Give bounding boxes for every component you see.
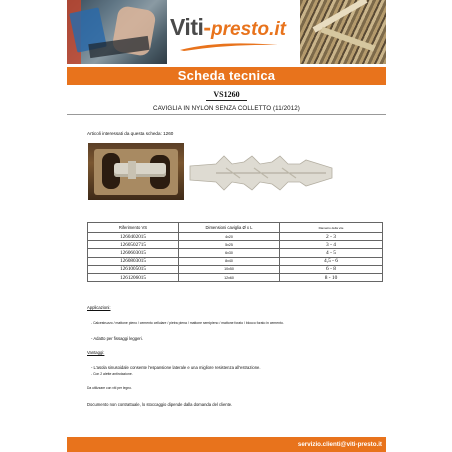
sheet-title: Scheda tecnica <box>177 68 276 83</box>
dowel-drawing-icon <box>186 152 336 194</box>
cell-diameter: 3 - 4 <box>280 241 383 249</box>
logo-dash: - <box>203 14 212 40</box>
table-header-row <box>88 223 383 233</box>
logo-swoosh-icon <box>178 42 282 52</box>
brand-logo[interactable] <box>170 14 298 44</box>
title-divider <box>67 114 386 115</box>
customer-service-email[interactable]: servizio.clienti@viti-presto.it <box>297 441 382 448</box>
logo-presto-text: presto.it <box>211 19 286 40</box>
advantages-sinusoidal: - L'asola sinusoidale consente l'espansione laterale e una migliore resistenza all'estrazione. <box>91 365 261 370</box>
cell-dimensions: 4x20 <box>179 233 280 241</box>
usage-note: Da utilizzare con viti per legno. <box>87 386 132 390</box>
table-row <box>88 241 383 249</box>
applications-heading: Applicazioni: <box>87 305 111 310</box>
logo-viti-text: Viti <box>170 14 204 40</box>
header-photo-tools <box>67 0 167 64</box>
spec-table <box>87 222 383 282</box>
code-underline <box>206 100 247 101</box>
product-title: CAVIGLIA IN NYLON SENZA COLLETTO (11/2012) <box>153 105 300 112</box>
table-row <box>88 257 383 265</box>
cell-diameter: 6 - 8 <box>280 265 383 273</box>
header-diameter: Diametro della vite <box>280 223 383 233</box>
advantages-antirotation: - Con 2 alette antirotazione. <box>91 372 133 376</box>
applications-materials: - Calcestruzzo / mattone pieno / cemento cellulare / pietra piena / mattone semipieno / mattone forato / blocco forato in cemento. <box>91 321 284 325</box>
cell-diameter: 8 - 10 <box>280 273 383 281</box>
table-row <box>88 273 383 281</box>
cell-dimensions: 5x25 <box>179 241 280 249</box>
table-row <box>88 233 383 241</box>
cell-ref: 1261005015 <box>88 265 179 273</box>
header-dimensions: Dimensioni caviglia Ø x L <box>179 223 280 233</box>
header-photo-screws <box>300 0 386 64</box>
advantages-heading: Vantaggi: <box>87 350 105 355</box>
cell-diameter: 4,5 - 6 <box>280 257 383 265</box>
cell-dimensions: 6x30 <box>179 249 280 257</box>
cell-ref: 1260402015 <box>88 233 179 241</box>
cell-ref: 1260603015 <box>88 249 179 257</box>
product-code: VS1260 <box>213 90 240 99</box>
product-photo <box>88 143 184 200</box>
cell-ref: 1260502715 <box>88 241 179 249</box>
cell-diameter: 4 - 5 <box>280 249 383 257</box>
cell-ref: 1261206015 <box>88 273 179 281</box>
articles-line: Articoli interessati da questa scheda: 1260 <box>87 131 174 136</box>
cell-diameter: 2 - 3 <box>280 233 383 241</box>
cell-dimensions: 12x60 <box>179 273 280 281</box>
cell-ref: 1260803015 <box>88 257 179 265</box>
table-row <box>88 265 383 273</box>
cell-dimensions: 10x50 <box>179 265 280 273</box>
table-row <box>88 249 383 257</box>
disclaimer: Documento non contrattuale, lo stoccaggio dipende dalla domanda del cliente. <box>87 402 233 407</box>
header-ref: Riferimento VS <box>88 223 179 233</box>
cell-dimensions: 8x40 <box>179 257 280 265</box>
applications-light-fixings: - Adatto per fissaggi leggeri. <box>91 336 143 341</box>
